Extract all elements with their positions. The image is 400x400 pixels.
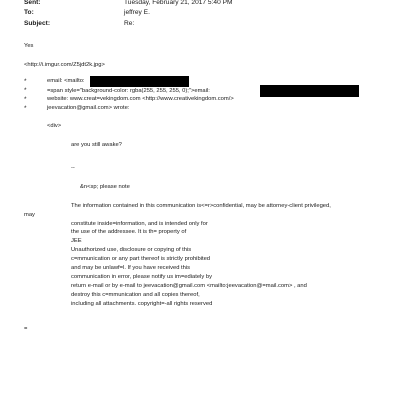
bullet-4: * bbox=[24, 105, 27, 112]
redaction-block-1 bbox=[90, 76, 189, 87]
end-mark-text: = bbox=[24, 326, 28, 332]
disclaimer-line-8: communication in error, please notify us im=ediately by bbox=[71, 274, 212, 280]
disclaimer-line-2: constitute inside=information, and is intended only for bbox=[71, 221, 208, 227]
disclaimer-line-7: and may be unlawf=l. If you have received this bbox=[71, 265, 191, 271]
to-label: To: bbox=[24, 9, 34, 16]
subject-row bbox=[24, 21, 134, 28]
disclaimer-line-1: may bbox=[24, 212, 35, 218]
bullet-1: * bbox=[24, 78, 27, 85]
greeting-text: Yes bbox=[24, 43, 34, 49]
disclaimer-line-5: Unauthorized use, disclosure or copying of this bbox=[71, 247, 192, 253]
disclaimer-line-3: the use of the addressee. It is th= property of bbox=[71, 229, 187, 235]
subject-value: Re: bbox=[124, 20, 135, 27]
disclaimer-line-9: return e-mail or by e-mail to jeevacation@gmail.com <mailto:jeevacation@=mail.com> , and bbox=[71, 283, 307, 289]
sent-label: Sent: bbox=[24, 0, 41, 6]
website-line[interactable]: website: www.creat=vekingdom.com <http://www.creativekingdom.com/> bbox=[47, 96, 234, 102]
span-line: =span style="background-color: rgba(255, 255, 255, 0);">email: bbox=[47, 88, 210, 94]
sent-value: Tuesday, February 21, 2017 5:40 PM bbox=[124, 0, 233, 6]
bullet-3: * bbox=[24, 96, 27, 103]
disclaimer-line-0: The information contained in this communication is<=r>confidential, may be attorney-client privileged, bbox=[71, 203, 331, 209]
question-text: are you still awake? bbox=[71, 142, 122, 148]
disclaimer-line-6: c=mmunication or any part thereof is strictly prohibited bbox=[71, 256, 211, 262]
bullet-2: * bbox=[24, 87, 27, 94]
div-tag-text: <div> bbox=[47, 123, 62, 129]
subject-label: Subject: bbox=[24, 20, 51, 27]
wrote-line: jeevacation@gmail.com> wrote: bbox=[47, 105, 130, 111]
email-line: email: <mailto: bbox=[47, 78, 85, 84]
disclaimer-line-4: JEE bbox=[71, 238, 82, 244]
disclaimer-line-10: destroy this c=mmunication and all copies thereof, bbox=[71, 292, 200, 298]
note-text: &n<sp; please note bbox=[80, 184, 130, 190]
redaction-block-2 bbox=[260, 85, 359, 97]
sent-row bbox=[24, 0, 233, 7]
dashes-text: -- bbox=[71, 165, 75, 171]
image-link[interactable]: <http://i.imgur.com/Z5jdt2k.jpg> bbox=[24, 62, 105, 68]
disclaimer-line-11: including all attachments. copyright=-all rights reserved bbox=[71, 301, 213, 307]
to-row bbox=[24, 10, 150, 17]
to-value: jeffrey E. bbox=[124, 9, 150, 16]
